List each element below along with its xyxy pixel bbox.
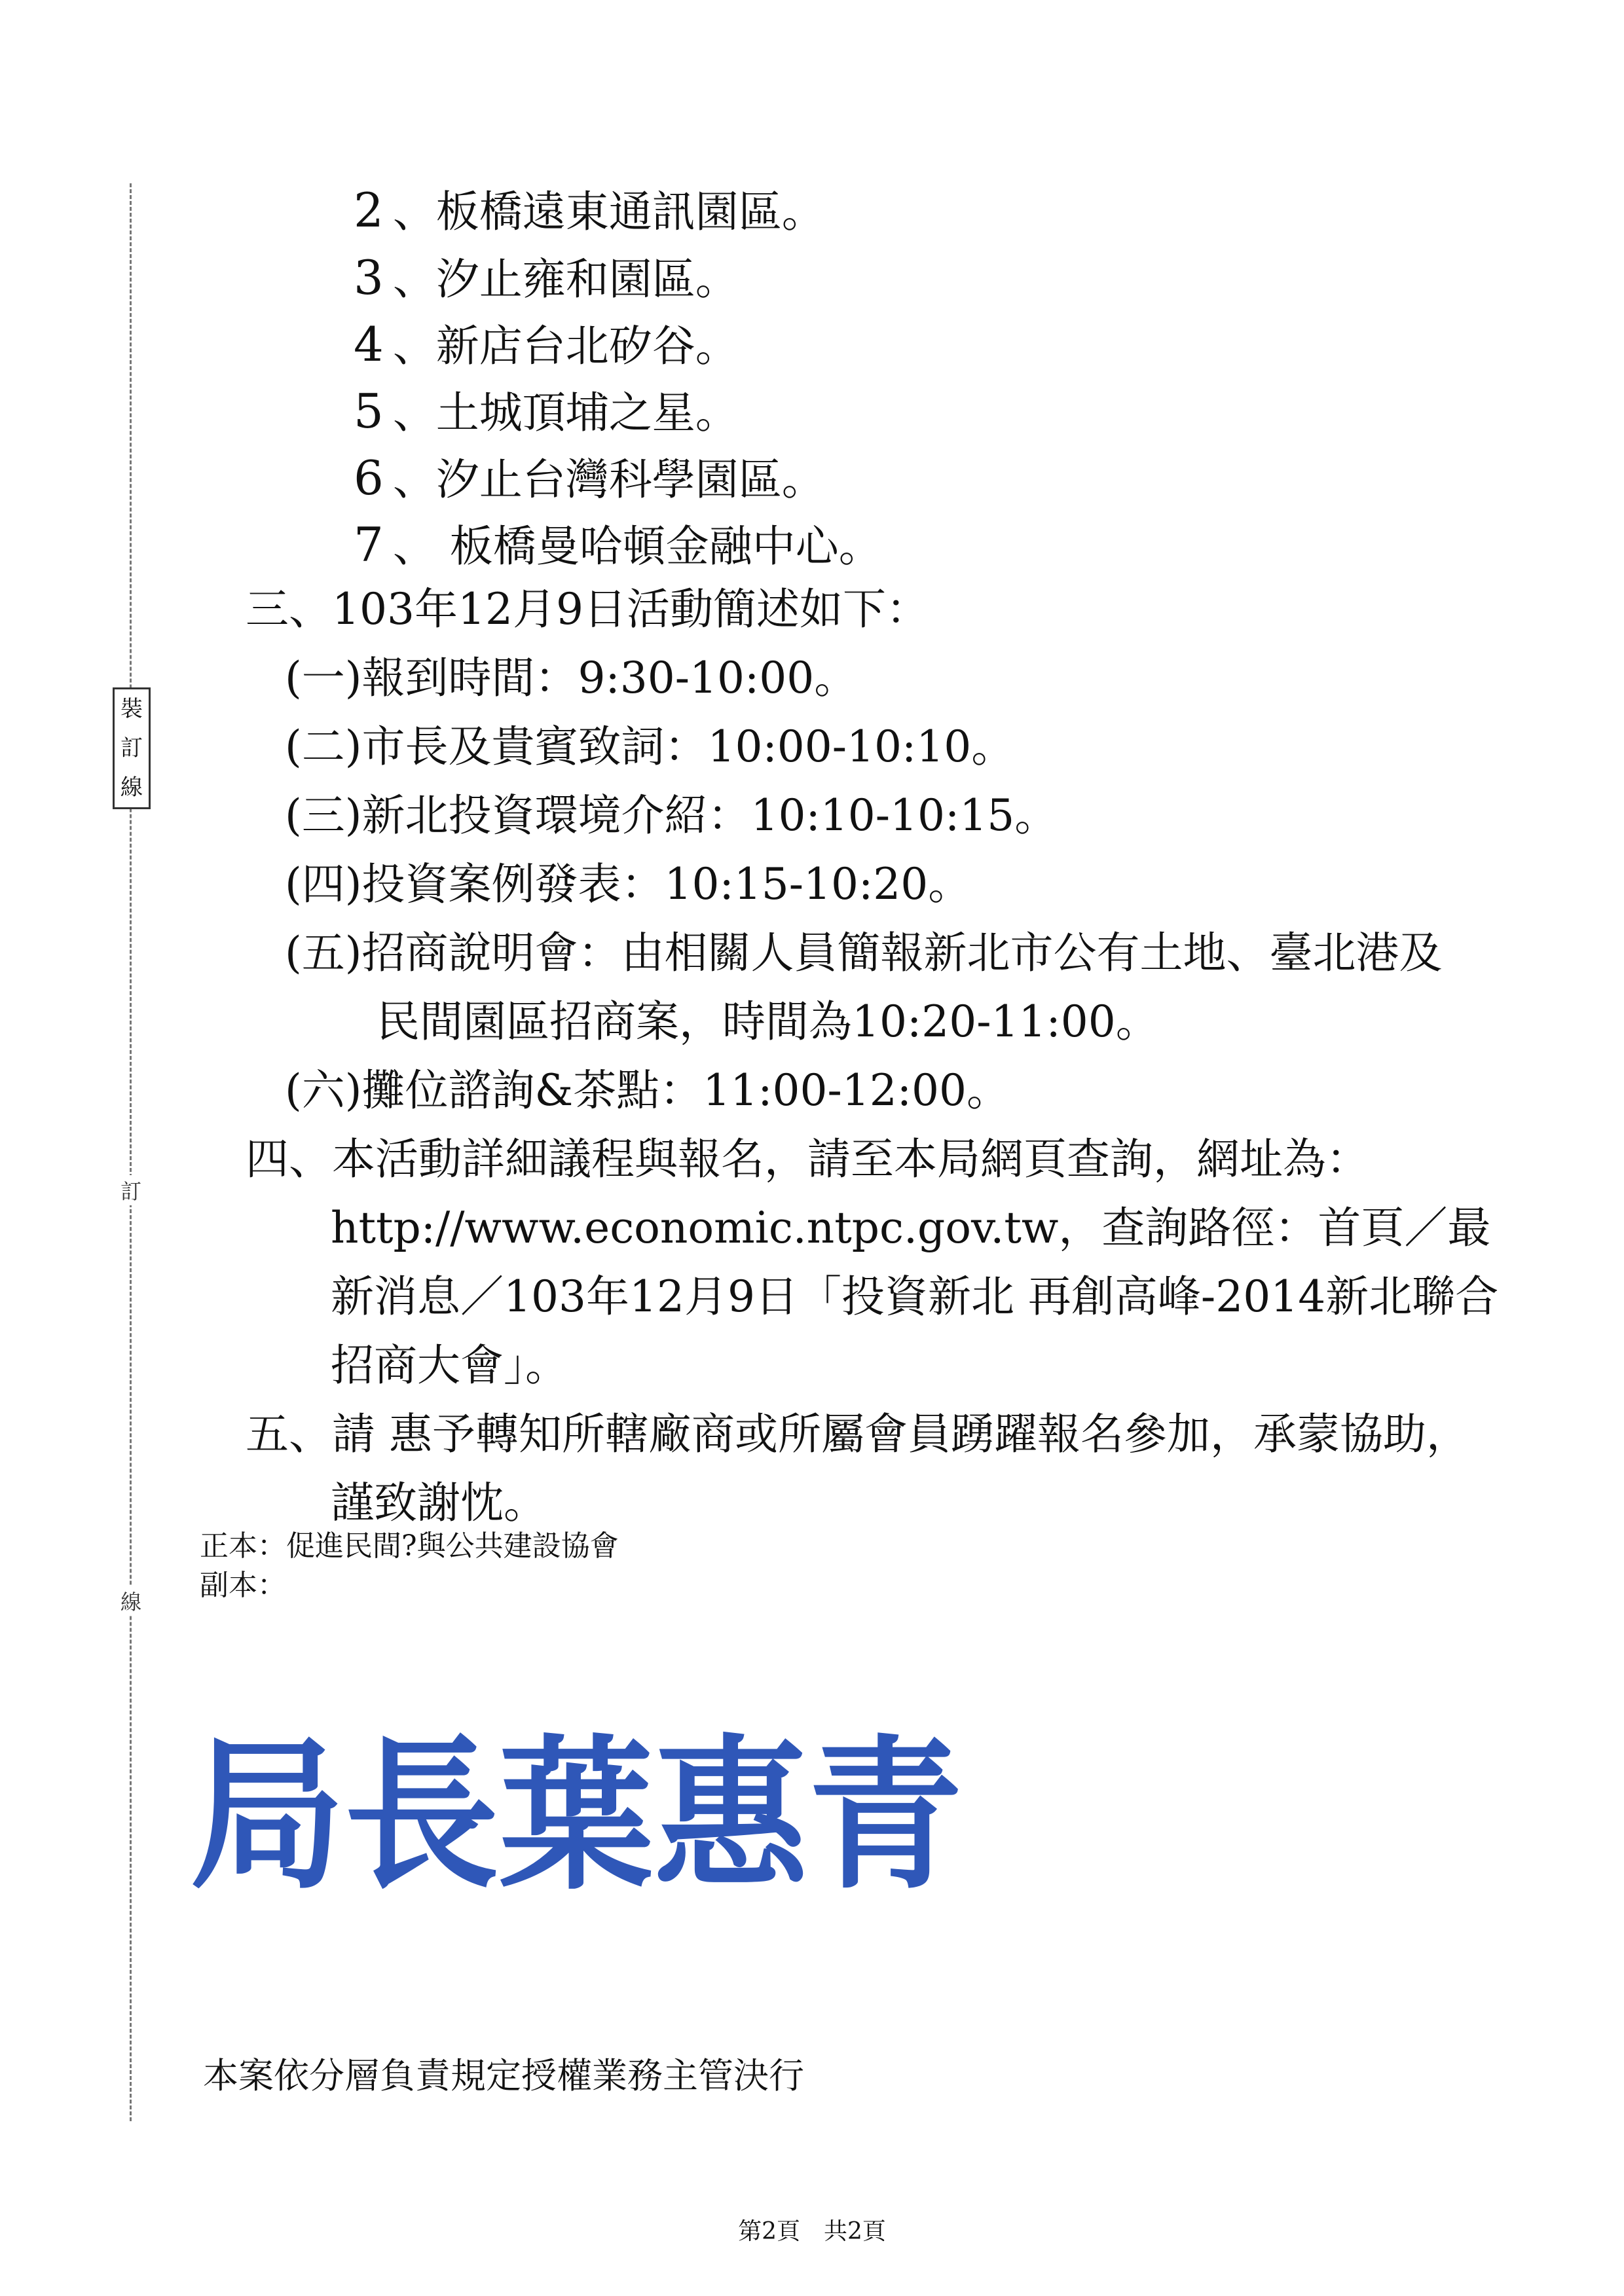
binding-ding: 訂 bbox=[118, 1175, 144, 1205]
list-item bbox=[354, 317, 739, 372]
list-number: 2 bbox=[354, 183, 384, 238]
schedule-item: (六)攤位諮詢&茶點：11:00-12:00。 bbox=[285, 1065, 1010, 1116]
section-paragraph-line: 招商大會」。 bbox=[331, 1340, 568, 1391]
list-text: 、 板橋曼哈頓金融中心。 bbox=[392, 521, 882, 572]
list-item bbox=[354, 450, 825, 505]
authorization-note: 本案依分層負責規定授權業務主管決行 bbox=[203, 2055, 804, 2096]
binding-stamp bbox=[113, 687, 151, 809]
schedule-item: (五)招商說明會：由相關人員簡報新北市公有土地、臺北港及 bbox=[285, 928, 1443, 978]
binding-char: 裝 bbox=[120, 696, 143, 722]
section-paragraph-line: http://www.economic.ntpc.gov.tw，查詢路徑：首頁／最 bbox=[331, 1203, 1491, 1253]
schedule-item-continued: 民間園區招商案，時間為10:20-11:00。 bbox=[377, 996, 1159, 1047]
schedule-item: (一)報到時間：9:30-10:00。 bbox=[285, 653, 858, 703]
list-text: 、板橋遠東通訊園區。 bbox=[392, 187, 825, 237]
binding-char: 線 bbox=[120, 774, 143, 801]
cc-copy: 副本： bbox=[200, 1569, 286, 1602]
list-number: 3 bbox=[354, 250, 384, 305]
list-text: 、土城頂埔之星。 bbox=[392, 388, 739, 438]
page-number: 第2頁 共2頁 bbox=[738, 2218, 886, 2245]
section-paragraph-line: 謹致謝忱。 bbox=[331, 1478, 547, 1528]
section-paragraph-line: 四、本活動詳細議程與報名，請至本局網頁查詢，網址為： bbox=[246, 1134, 1369, 1184]
list-number: 7 bbox=[354, 517, 384, 572]
schedule-item: (二)市長及貴賓致詞：10:00-10:10。 bbox=[285, 721, 1015, 772]
list-item bbox=[354, 384, 739, 439]
list-text: 、汐止台灣科學園區。 bbox=[392, 454, 825, 505]
section-heading: 三、103年12月9日活動簡述如下： bbox=[246, 584, 929, 634]
binding-char: 訂 bbox=[120, 735, 143, 761]
list-item bbox=[354, 517, 882, 572]
binding-line bbox=[130, 183, 132, 2121]
signature-text: 局長葉惠青 bbox=[190, 1719, 963, 1911]
list-number: 5 bbox=[354, 384, 384, 439]
list-number: 6 bbox=[354, 450, 384, 505]
director-signature-stamp bbox=[190, 1715, 989, 1912]
binding-xian: 線 bbox=[118, 1586, 144, 1616]
schedule-item: (三)新北投資環境介紹：10:10-10:15。 bbox=[285, 790, 1058, 841]
cc-main: 正本：促進民間?與公共建設協會 bbox=[200, 1529, 619, 1563]
list-text: 、汐止雍和園區。 bbox=[392, 254, 739, 304]
section-paragraph-line: 五、請 惠予轉知所轄廠商或所屬會員踴躍報名參加，承蒙協助， bbox=[246, 1409, 1469, 1459]
list-item bbox=[354, 183, 825, 238]
list-item bbox=[354, 250, 739, 305]
list-number: 4 bbox=[354, 317, 384, 372]
list-text: 、新店台北矽谷。 bbox=[392, 321, 739, 371]
section-paragraph-line: 新消息／103年12月9日「投資新北 再創高峰-2014新北聯合 bbox=[331, 1271, 1499, 1322]
schedule-item: (四)投資案例發表：10:15-10:20。 bbox=[285, 859, 972, 909]
